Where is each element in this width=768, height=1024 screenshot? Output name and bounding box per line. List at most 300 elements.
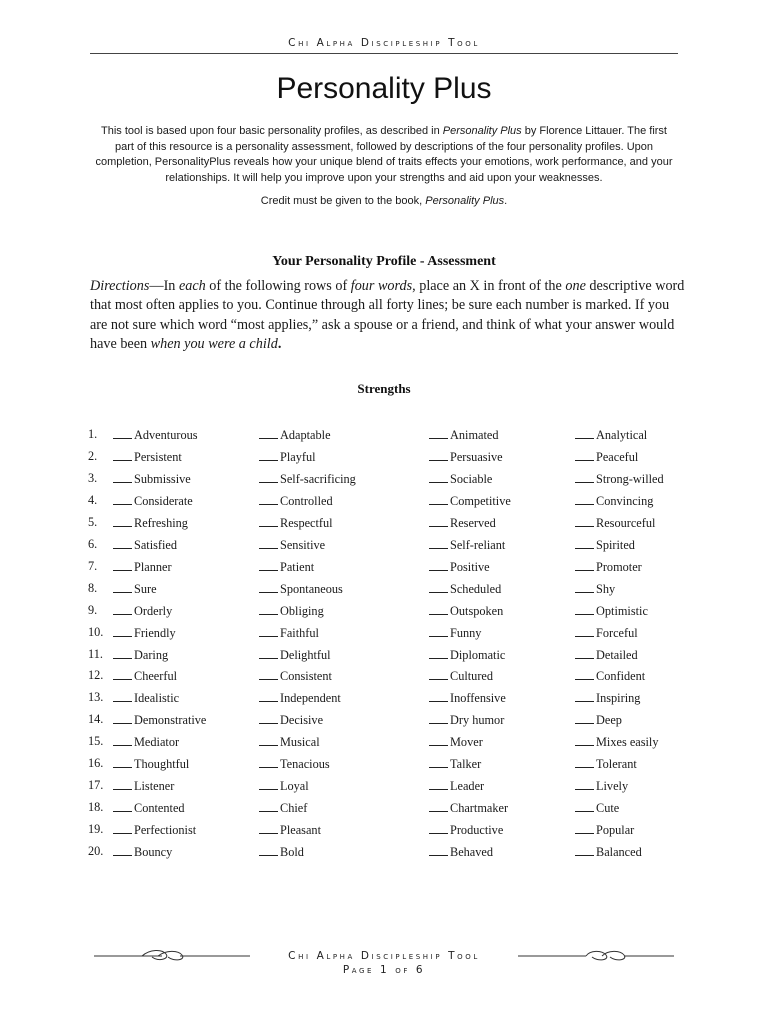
- word-label: Delightful: [280, 647, 331, 662]
- word-option[interactable]: [575, 690, 640, 706]
- word-label: Loyal: [280, 779, 309, 794]
- word-label: Cheerful: [134, 669, 178, 684]
- answer-blank[interactable]: [575, 647, 594, 659]
- word-option[interactable]: [113, 822, 196, 838]
- word-option[interactable]: [259, 822, 321, 838]
- word-option[interactable]: [259, 712, 323, 728]
- answer-blank[interactable]: [429, 844, 448, 856]
- word-option[interactable]: [259, 559, 314, 575]
- answer-blank[interactable]: [113, 471, 132, 483]
- word-label: Cute: [596, 801, 620, 816]
- answer-blank[interactable]: [113, 647, 132, 659]
- word-option[interactable]: [113, 493, 193, 509]
- word-option[interactable]: [113, 844, 172, 860]
- answer-blank[interactable]: [575, 427, 594, 439]
- answer-blank[interactable]: [575, 449, 594, 461]
- header-rule: [90, 53, 678, 54]
- word-option[interactable]: [113, 515, 188, 531]
- row-number: 19.: [88, 822, 104, 837]
- answer-blank[interactable]: [113, 625, 132, 637]
- answer-blank[interactable]: [575, 822, 594, 834]
- strength-row: [0, 778, 768, 798]
- word-label: Decisive: [280, 713, 324, 728]
- word-label: Tenacious: [280, 757, 330, 772]
- word-label: Spirited: [596, 537, 635, 552]
- word-option[interactable]: [259, 800, 307, 816]
- answer-blank[interactable]: [575, 778, 594, 790]
- strength-row: [0, 712, 768, 732]
- word-label: Adaptable: [280, 428, 331, 442]
- word-option[interactable]: [575, 668, 645, 684]
- row-number: 14.: [88, 712, 104, 727]
- word-option[interactable]: [575, 449, 638, 465]
- answer-blank[interactable]: [259, 778, 278, 790]
- word-label: Persistent: [134, 449, 182, 464]
- word-label: Strong-willed: [596, 471, 664, 486]
- strength-row: [0, 844, 768, 864]
- word-option[interactable]: [429, 800, 508, 816]
- word-label: Planner: [134, 559, 172, 574]
- word-label: Peaceful: [596, 449, 639, 464]
- word-option[interactable]: [429, 515, 496, 531]
- strength-row: [0, 690, 768, 710]
- row-number: 3.: [88, 470, 98, 485]
- answer-blank[interactable]: [113, 537, 132, 549]
- answer-blank[interactable]: [259, 537, 278, 549]
- word-option[interactable]: [113, 471, 191, 487]
- answer-blank[interactable]: [429, 800, 448, 812]
- word-label: Promoter: [596, 559, 642, 574]
- page-title: Personality Plus: [276, 72, 492, 105]
- word-label: Convincing: [596, 493, 654, 508]
- answer-blank[interactable]: [259, 471, 278, 483]
- word-option[interactable]: [575, 734, 659, 750]
- answer-blank[interactable]: [575, 756, 594, 768]
- word-option[interactable]: [113, 559, 172, 575]
- word-option[interactable]: [113, 581, 157, 597]
- word-option[interactable]: [429, 822, 503, 838]
- answer-blank[interactable]: [113, 712, 132, 724]
- word-label: Self-reliant: [450, 537, 506, 552]
- word-label: Refreshing: [134, 515, 188, 530]
- strength-row: [0, 493, 768, 513]
- answer-blank[interactable]: [113, 603, 132, 615]
- answer-blank[interactable]: [575, 844, 594, 856]
- word-label: Contented: [134, 801, 185, 816]
- word-option[interactable]: [429, 625, 481, 641]
- answer-blank[interactable]: [429, 690, 448, 702]
- row-number: 16.: [88, 756, 104, 771]
- word-option[interactable]: [113, 449, 182, 465]
- word-option[interactable]: [113, 690, 179, 706]
- answer-blank[interactable]: [429, 515, 448, 527]
- row-number: 10.: [88, 624, 104, 639]
- strength-row: [0, 537, 768, 557]
- strength-row: [0, 427, 768, 447]
- directions-text: .: [277, 335, 282, 352]
- strength-row: [0, 603, 768, 623]
- word-option[interactable]: [429, 647, 505, 663]
- word-label: Patient: [280, 559, 315, 574]
- word-option[interactable]: [575, 756, 637, 772]
- word-label: Analytical: [596, 428, 648, 442]
- answer-blank[interactable]: [429, 734, 448, 746]
- word-label: Perfectionist: [134, 823, 197, 838]
- word-label: Dry humor: [450, 713, 505, 728]
- strength-row: [0, 559, 768, 579]
- row-number: 4.: [88, 492, 98, 507]
- word-option[interactable]: [575, 778, 628, 794]
- row-number: 9.: [88, 602, 98, 617]
- word-label: Detailed: [596, 647, 638, 662]
- answer-blank[interactable]: [429, 559, 448, 571]
- word-option[interactable]: [429, 778, 484, 794]
- word-label: Playful: [280, 449, 316, 464]
- word-option[interactable]: [575, 647, 638, 663]
- row-number: 7.: [88, 558, 98, 573]
- strength-row: [0, 668, 768, 688]
- word-option[interactable]: [429, 427, 499, 443]
- answer-blank[interactable]: [113, 668, 132, 680]
- word-option[interactable]: [259, 756, 330, 772]
- answer-blank[interactable]: [575, 537, 594, 549]
- answer-blank[interactable]: [113, 493, 132, 505]
- directions-emphasis: one: [565, 278, 586, 294]
- word-label: Satisfied: [134, 537, 178, 552]
- word-label: Demonstrative: [134, 713, 207, 728]
- word-label: Mixes easily: [596, 735, 659, 750]
- answer-blank[interactable]: [429, 427, 448, 439]
- word-label: Shy: [596, 581, 616, 596]
- word-option[interactable]: [113, 625, 176, 641]
- word-option[interactable]: [113, 712, 206, 728]
- answer-blank[interactable]: [113, 581, 132, 593]
- word-option[interactable]: [259, 471, 356, 487]
- directions-label: Directions: [90, 278, 150, 294]
- strength-row: [0, 647, 768, 667]
- answer-blank[interactable]: [575, 603, 594, 615]
- answer-blank[interactable]: [429, 537, 448, 549]
- word-option[interactable]: [113, 647, 168, 663]
- word-option[interactable]: [575, 493, 653, 509]
- word-label: Thoughtful: [134, 757, 190, 772]
- answer-blank[interactable]: [113, 449, 132, 461]
- word-label: Positive: [450, 559, 490, 574]
- answer-blank[interactable]: [429, 822, 448, 834]
- row-number: 18.: [88, 800, 104, 815]
- answer-blank[interactable]: [575, 690, 594, 702]
- word-label: Respectful: [280, 515, 333, 530]
- word-label: Forceful: [596, 625, 638, 640]
- answer-blank[interactable]: [259, 581, 278, 593]
- word-option[interactable]: [575, 822, 634, 838]
- answer-blank[interactable]: [259, 800, 278, 812]
- word-option[interactable]: [429, 844, 493, 860]
- word-option[interactable]: [113, 800, 185, 816]
- answer-blank[interactable]: [429, 471, 448, 483]
- directions-text: of the following rows of: [205, 278, 351, 294]
- word-label: Talker: [450, 757, 482, 772]
- word-label: Daring: [134, 647, 169, 662]
- answer-blank[interactable]: [113, 690, 132, 702]
- word-label: Sure: [134, 581, 157, 596]
- word-option[interactable]: [575, 625, 638, 641]
- row-number: 6.: [88, 536, 98, 551]
- word-label: Persuasive: [450, 449, 503, 464]
- word-label: Inspiring: [596, 691, 641, 706]
- directions-text: , place an X in front of the: [412, 278, 566, 294]
- page-header: Chi Alpha Discipleship Tool: [288, 37, 480, 49]
- answer-blank[interactable]: [259, 844, 278, 856]
- word-label: Deep: [596, 713, 622, 728]
- word-option[interactable]: [259, 844, 304, 860]
- answer-blank[interactable]: [259, 449, 278, 461]
- word-label: Bold: [280, 845, 304, 860]
- intro-paragraph: [92, 124, 676, 186]
- strength-row: [0, 471, 768, 491]
- word-label: Inoffensive: [450, 691, 506, 706]
- word-option[interactable]: [575, 603, 648, 619]
- word-label: Chief: [280, 801, 308, 816]
- word-label: Idealistic: [134, 691, 180, 706]
- word-option[interactable]: [113, 603, 172, 619]
- word-label: Scheduled: [450, 581, 502, 596]
- word-label: Chartmaker: [450, 801, 509, 816]
- word-option[interactable]: [259, 515, 333, 531]
- word-option[interactable]: [575, 515, 655, 531]
- word-label: Musical: [280, 735, 320, 750]
- word-label: Productive: [450, 823, 504, 838]
- word-option[interactable]: [575, 800, 619, 816]
- word-option[interactable]: [259, 493, 333, 509]
- word-option[interactable]: [113, 668, 177, 684]
- answer-blank[interactable]: [575, 471, 594, 483]
- answer-blank[interactable]: [575, 668, 594, 680]
- answer-blank[interactable]: [429, 778, 448, 790]
- strength-row: [0, 800, 768, 820]
- word-option[interactable]: [259, 668, 332, 684]
- answer-blank[interactable]: [259, 668, 278, 680]
- word-label: Behaved: [450, 845, 494, 860]
- answer-blank[interactable]: [429, 756, 448, 768]
- section-title: Your Personality Profile - Assessment: [272, 254, 496, 269]
- strength-row: [0, 756, 768, 776]
- word-option[interactable]: [113, 734, 179, 750]
- word-option[interactable]: [259, 427, 331, 443]
- directions-emphasis: each: [178, 278, 206, 294]
- word-option[interactable]: [429, 537, 505, 553]
- word-label: Mediator: [134, 735, 180, 750]
- word-option[interactable]: [429, 690, 506, 706]
- answer-blank[interactable]: [259, 515, 278, 527]
- word-label: Faithful: [280, 625, 319, 640]
- strength-row: [0, 449, 768, 469]
- word-option[interactable]: [429, 756, 481, 772]
- answer-blank[interactable]: [429, 581, 448, 593]
- credit-line: [0, 195, 768, 207]
- word-option[interactable]: [575, 427, 647, 443]
- word-option[interactable]: [429, 581, 501, 597]
- directions-text: —In: [149, 278, 179, 294]
- word-label: Animated: [450, 428, 499, 442]
- row-number: 15.: [88, 734, 104, 749]
- word-label: Consistent: [280, 669, 332, 684]
- word-option[interactable]: [575, 844, 642, 860]
- row-number: 2.: [88, 448, 98, 463]
- directions-text: descriptive word that most often applies to you. Continue through all forty lines; be sure each number is marked. If you are not sure which word “most applies,” ask a spouse or a friend, and think of what your answer would have been: [90, 278, 685, 352]
- word-label: Self-sacrificing: [280, 471, 356, 486]
- credit-end: .: [504, 195, 508, 207]
- answer-blank[interactable]: [259, 493, 278, 505]
- answer-blank[interactable]: [575, 800, 594, 812]
- row-number: 11.: [88, 646, 103, 661]
- word-option[interactable]: [113, 427, 198, 443]
- row-number: 1.: [88, 427, 98, 441]
- strength-row: [0, 625, 768, 645]
- word-label: Diplomatic: [450, 647, 506, 662]
- answer-blank[interactable]: [575, 734, 594, 746]
- answer-blank[interactable]: [429, 647, 448, 659]
- answer-blank[interactable]: [259, 734, 278, 746]
- page-number: Page 1 of 6: [342, 964, 426, 976]
- word-label: Popular: [596, 823, 635, 838]
- word-label: Sensitive: [280, 537, 326, 552]
- word-label: Adventurous: [134, 428, 198, 442]
- strength-row: [0, 734, 768, 754]
- answer-blank[interactable]: [429, 493, 448, 505]
- strength-row: [0, 581, 768, 601]
- word-option[interactable]: [259, 778, 309, 794]
- word-option[interactable]: [575, 559, 642, 575]
- word-label: Pleasant: [280, 823, 321, 838]
- directions-emphasis: four words: [350, 278, 413, 294]
- word-option[interactable]: [429, 603, 503, 619]
- row-number: 17.: [88, 778, 104, 793]
- answer-blank[interactable]: [259, 690, 278, 702]
- answer-blank[interactable]: [429, 603, 448, 615]
- word-option[interactable]: [575, 581, 615, 597]
- answer-blank[interactable]: [575, 515, 594, 527]
- word-label: Friendly: [134, 625, 176, 640]
- answer-blank[interactable]: [575, 559, 594, 571]
- row-number: 20.: [88, 844, 104, 859]
- word-label: Confident: [596, 669, 646, 684]
- answer-blank[interactable]: [575, 712, 594, 724]
- answer-blank[interactable]: [259, 427, 278, 439]
- word-option[interactable]: [259, 537, 325, 553]
- word-option[interactable]: [429, 734, 483, 750]
- word-option[interactable]: [259, 690, 341, 706]
- answer-blank[interactable]: [429, 449, 448, 461]
- word-label: Funny: [450, 625, 482, 640]
- word-option[interactable]: [113, 778, 174, 794]
- word-label: Tolerant: [596, 757, 637, 772]
- word-option[interactable]: [259, 449, 316, 465]
- footer-title: Chi Alpha Discipleship Tool: [288, 950, 480, 962]
- answer-blank[interactable]: [259, 647, 278, 659]
- answer-blank[interactable]: [259, 822, 278, 834]
- word-option[interactable]: [429, 493, 511, 509]
- word-label: Resourceful: [596, 515, 656, 530]
- answer-blank[interactable]: [113, 822, 132, 834]
- answer-blank[interactable]: [113, 756, 132, 768]
- word-option[interactable]: [259, 647, 331, 663]
- answer-blank[interactable]: [113, 800, 132, 812]
- strength-row: [0, 822, 768, 842]
- answer-blank[interactable]: [259, 712, 278, 724]
- word-label: Independent: [280, 691, 341, 706]
- row-number: 8.: [88, 580, 98, 595]
- answer-blank[interactable]: [113, 844, 132, 856]
- word-label: Leader: [450, 779, 485, 794]
- word-option[interactable]: [259, 734, 320, 750]
- word-option[interactable]: [575, 471, 664, 487]
- word-option[interactable]: [259, 603, 324, 619]
- word-option[interactable]: [575, 712, 622, 728]
- answer-blank[interactable]: [259, 559, 278, 571]
- word-option[interactable]: [113, 756, 189, 772]
- answer-blank[interactable]: [429, 625, 448, 637]
- strength-row: [0, 515, 768, 535]
- word-option[interactable]: [429, 668, 493, 684]
- answer-blank[interactable]: [113, 515, 132, 527]
- word-option[interactable]: [429, 471, 492, 487]
- word-label: Reserved: [450, 515, 496, 530]
- intro-text-1: This tool is based upon four basic personality profiles, as described in: [101, 125, 443, 137]
- credit-text: Credit must be given to the book,: [260, 195, 426, 207]
- answer-blank[interactable]: [575, 581, 594, 593]
- word-label: Considerate: [134, 493, 193, 508]
- intro-text-2: by Florence Littauer. The first part of this resource is a personality assessment, followed by descriptions of the four personality profiles. Upon completion, PersonalityPlus reveals how your unique blend of traits effects your emotions, work performance, and your relationships. It will help you improve upon your strengths and aid upon your weaknesses.: [95, 125, 673, 184]
- directions-paragraph: [90, 277, 690, 354]
- answer-blank[interactable]: [113, 734, 132, 746]
- word-label: Orderly: [134, 603, 173, 618]
- strengths-heading: Strengths: [357, 381, 411, 396]
- intro-book-title: Personality Plus: [442, 125, 522, 137]
- word-label: Listener: [134, 779, 175, 794]
- word-label: Competitive: [450, 493, 511, 508]
- answer-blank[interactable]: [113, 559, 132, 571]
- word-option[interactable]: [429, 712, 504, 728]
- directions-emphasis: when you were a child: [150, 335, 278, 352]
- word-label: Balanced: [596, 845, 642, 860]
- answer-blank[interactable]: [575, 625, 594, 637]
- answer-blank[interactable]: [575, 493, 594, 505]
- word-option[interactable]: [113, 537, 177, 553]
- word-option[interactable]: [429, 559, 490, 575]
- word-option[interactable]: [429, 449, 503, 465]
- word-option[interactable]: [259, 581, 343, 597]
- word-option[interactable]: [575, 537, 635, 553]
- word-label: Spontaneous: [280, 581, 343, 596]
- answer-blank[interactable]: [429, 668, 448, 680]
- answer-blank[interactable]: [113, 427, 132, 439]
- answer-blank[interactable]: [259, 756, 278, 768]
- word-label: Sociable: [450, 471, 493, 486]
- word-label: Submissive: [134, 471, 191, 486]
- word-option[interactable]: [259, 625, 319, 641]
- word-label: Optimistic: [596, 603, 648, 618]
- answer-blank[interactable]: [113, 778, 132, 790]
- answer-blank[interactable]: [259, 603, 278, 615]
- credit-book-title: Personality Plus: [425, 195, 505, 207]
- answer-blank[interactable]: [259, 625, 278, 637]
- word-label: Outspoken: [450, 603, 504, 618]
- word-label: Mover: [450, 735, 483, 750]
- row-number: 12.: [88, 668, 104, 683]
- word-label: Cultured: [450, 669, 494, 684]
- answer-blank[interactable]: [429, 712, 448, 724]
